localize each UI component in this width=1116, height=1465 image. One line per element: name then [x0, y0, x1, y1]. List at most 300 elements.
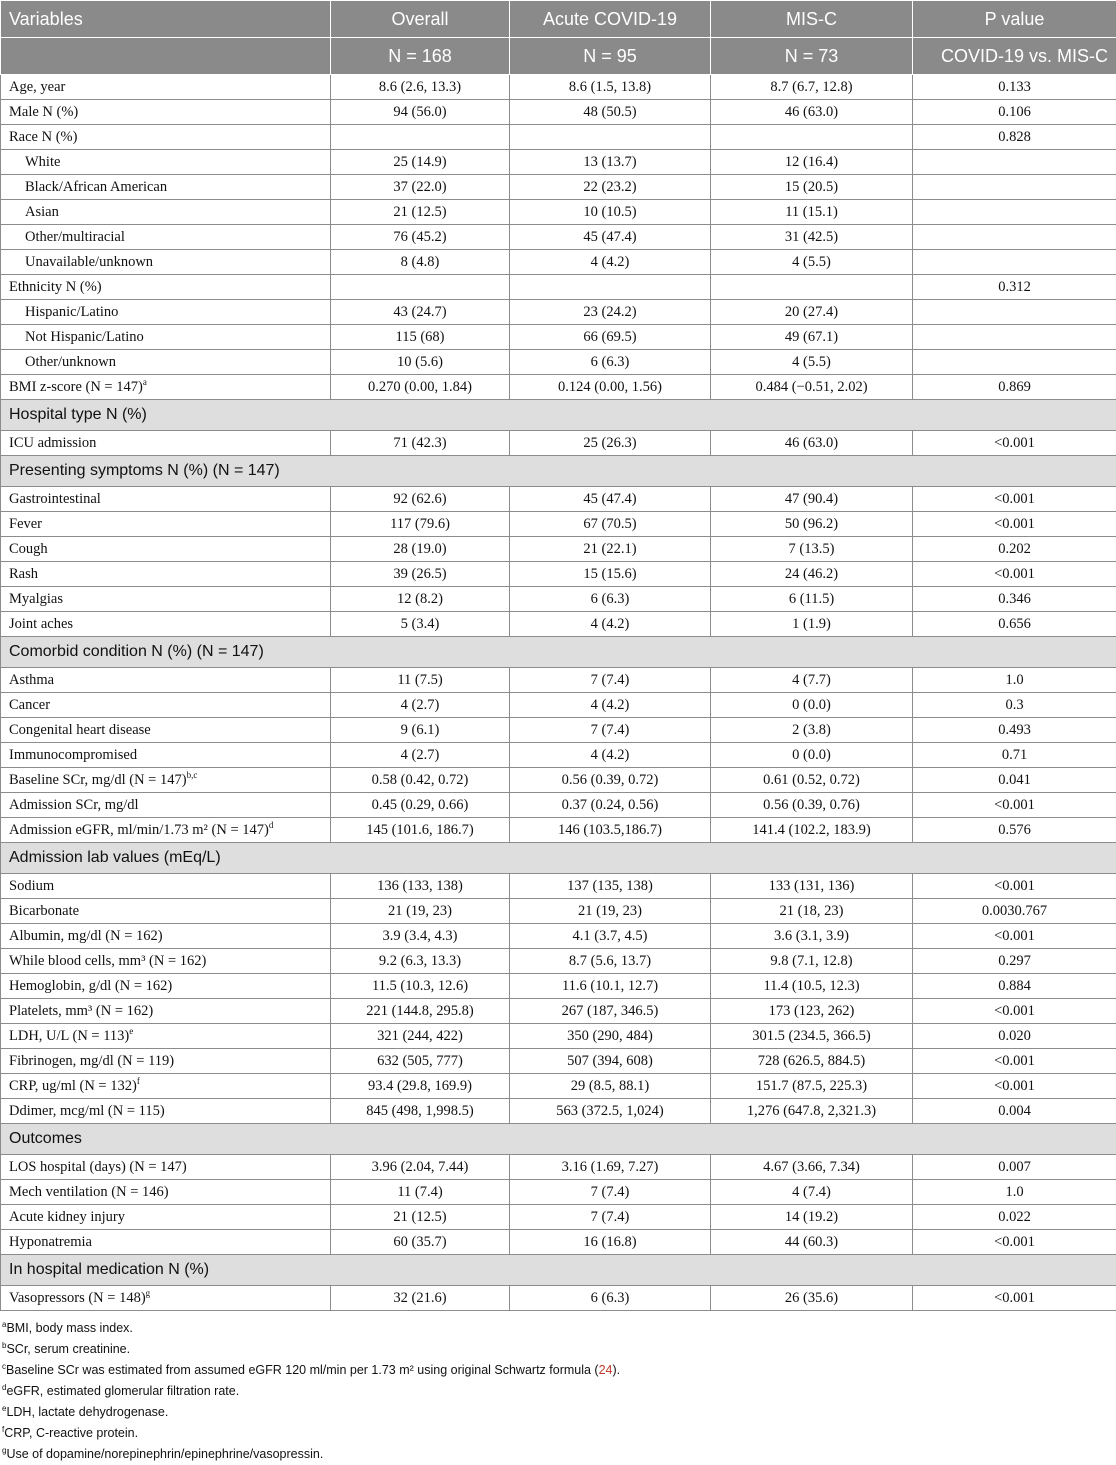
table-row [1, 612, 1116, 637]
cell-overall: 632 (505, 777) [331, 1049, 510, 1074]
cell-overall: 32 (21.6) [331, 1286, 510, 1311]
row-label-text: Myalgias [9, 591, 63, 607]
table-row [1, 75, 1116, 100]
footnote-text: CRP, C-reactive protein. [4, 1426, 138, 1440]
cell-acute-covid: 0.56 (0.39, 0.72) [510, 768, 711, 793]
cell-p-value: 0.106 [913, 100, 1116, 125]
cell-misc: 11.4 (10.5, 12.3) [711, 974, 913, 999]
header-row-sizes [1, 38, 1116, 75]
row-label [1, 693, 331, 718]
section-title: In hospital medication N (%) [1, 1255, 1116, 1286]
row-label [1, 899, 331, 924]
cell-p-value [913, 325, 1116, 350]
cell-overall: 12 (8.2) [331, 587, 510, 612]
cell-p-value: <0.001 [913, 924, 1116, 949]
cell-p-value: 0.869 [913, 375, 1116, 400]
row-label [1, 1155, 331, 1180]
row-label-text: Ethnicity N (%) [9, 279, 102, 295]
cell-overall: 21 (19, 23) [331, 899, 510, 924]
cell-acute-covid: 3.16 (1.69, 7.27) [510, 1155, 711, 1180]
table-row [1, 200, 1116, 225]
cell-misc: 301.5 (234.5, 366.5) [711, 1024, 913, 1049]
row-label-text: Race N (%) [9, 129, 77, 145]
footnote-text: Use of dopamine/norepinephrin/epinephrine/vasopressin. [6, 1447, 323, 1461]
row-label [1, 150, 331, 175]
cell-p-value: 0.202 [913, 537, 1116, 562]
table-row [1, 974, 1116, 999]
row-label [1, 874, 331, 899]
row-label [1, 974, 331, 999]
cell-p-value: 0.3 [913, 693, 1116, 718]
cell-p-value: <0.001 [913, 487, 1116, 512]
row-label [1, 612, 331, 637]
cell-p-value: 0.493 [913, 718, 1116, 743]
cell-overall: 221 (144.8, 295.8) [331, 999, 510, 1024]
cell-p-value: 0.576 [913, 818, 1116, 843]
table-row [1, 562, 1116, 587]
footnote-marker: b,c [187, 770, 198, 780]
cell-acute-covid: 350 (290, 484) [510, 1024, 711, 1049]
footnote-text: BMI, body mass index. [6, 1321, 132, 1335]
cell-p-value: <0.001 [913, 512, 1116, 537]
section-row [1, 1255, 1116, 1286]
cell-p-value: <0.001 [913, 1230, 1116, 1255]
table-row [1, 818, 1116, 843]
footnote-text: eGFR, estimated glomerular filtration rate. [6, 1384, 239, 1398]
row-label [1, 250, 331, 275]
table-row [1, 718, 1116, 743]
cell-acute-covid: 267 (187, 346.5) [510, 999, 711, 1024]
cell-overall: 37 (22.0) [331, 175, 510, 200]
cell-p-value: 0.71 [913, 743, 1116, 768]
table-row [1, 1155, 1116, 1180]
table-row [1, 999, 1116, 1024]
row-label-text: Unavailable/unknown [25, 254, 153, 270]
cell-acute-covid: 507 (394, 608) [510, 1049, 711, 1074]
cell-p-value [913, 225, 1116, 250]
row-label-text: Hemoglobin, g/dl (N = 162) [9, 978, 172, 994]
cell-misc: 26 (35.6) [711, 1286, 913, 1311]
cell-overall: 93.4 (29.8, 169.9) [331, 1074, 510, 1099]
cell-p-value: 0.884 [913, 974, 1116, 999]
cell-misc: 2 (3.8) [711, 718, 913, 743]
cell-overall: 8 (4.8) [331, 250, 510, 275]
cell-misc: 0 (0.0) [711, 743, 913, 768]
row-label-text: LDH, U/L (N = 113) [9, 1028, 129, 1044]
reference-link[interactable]: 24 [599, 1363, 613, 1377]
row-label-text: Fibrinogen, mg/dl (N = 119) [9, 1053, 174, 1069]
footnote-text: LDH, lactate dehydrogenase. [6, 1405, 168, 1419]
cell-overall: 0.270 (0.00, 1.84) [331, 375, 510, 400]
cell-overall: 10 (5.6) [331, 350, 510, 375]
cell-overall: 4 (2.7) [331, 693, 510, 718]
section-title: Outcomes [1, 1124, 1116, 1155]
cell-misc: 20 (27.4) [711, 300, 913, 325]
cell-misc: 9.8 (7.1, 12.8) [711, 949, 913, 974]
cell-overall: 28 (19.0) [331, 537, 510, 562]
row-label-text: ICU admission [9, 435, 96, 451]
footnote [0, 1423, 1116, 1444]
row-label [1, 512, 331, 537]
cell-overall: 43 (24.7) [331, 300, 510, 325]
cell-overall: 845 (498, 1,998.5) [331, 1099, 510, 1124]
row-label [1, 743, 331, 768]
cell-overall: 4 (2.7) [331, 743, 510, 768]
section-title: Hospital type N (%) [1, 400, 1116, 431]
table-row [1, 949, 1116, 974]
row-label-text: Vasopressors (N = 148) [9, 1290, 146, 1306]
row-label [1, 537, 331, 562]
cell-p-value: 0.133 [913, 75, 1116, 100]
table-row [1, 899, 1116, 924]
cell-acute-covid: 8.6 (1.5, 13.8) [510, 75, 711, 100]
cell-misc: 21 (18, 23) [711, 899, 913, 924]
cell-overall: 145 (101.6, 186.7) [331, 818, 510, 843]
footnote-mark: a [2, 1320, 6, 1329]
cell-misc: 4 (7.4) [711, 1180, 913, 1205]
table-row [1, 1286, 1116, 1311]
row-label-text: Rash [9, 566, 38, 582]
table-row [1, 693, 1116, 718]
cell-p-value: <0.001 [913, 999, 1116, 1024]
cell-acute-covid: 137 (135, 138) [510, 874, 711, 899]
row-label [1, 1205, 331, 1230]
row-label-text: Admission SCr, mg/dl [9, 797, 139, 813]
cell-acute-covid: 7 (7.4) [510, 668, 711, 693]
row-label [1, 1180, 331, 1205]
footnote [0, 1381, 1116, 1402]
table-row [1, 1049, 1116, 1074]
cell-acute-covid: 4.1 (3.7, 4.5) [510, 924, 711, 949]
section-row [1, 400, 1116, 431]
row-label-text: Baseline SCr, mg/dl (N = 147) [9, 772, 187, 788]
cell-p-value [913, 175, 1116, 200]
table-row [1, 1205, 1116, 1230]
cell-overall: 11 (7.5) [331, 668, 510, 693]
cell-acute-covid: 6 (6.3) [510, 1286, 711, 1311]
table-row [1, 300, 1116, 325]
header-acute-covid: Acute COVID-19 [510, 1, 711, 38]
cell-overall: 9 (6.1) [331, 718, 510, 743]
cell-misc: 7 (13.5) [711, 537, 913, 562]
cell-acute-covid: 146 (103.5,186.7) [510, 818, 711, 843]
section-row [1, 456, 1116, 487]
cell-acute-covid: 67 (70.5) [510, 512, 711, 537]
cell-misc: 1,276 (647.8, 2,321.3) [711, 1099, 913, 1124]
cell-misc: 50 (96.2) [711, 512, 913, 537]
row-label-text: Mech ventilation (N = 146) [9, 1184, 169, 1200]
row-label [1, 1024, 331, 1049]
table-row [1, 668, 1116, 693]
row-label [1, 175, 331, 200]
header-row-names [1, 1, 1116, 38]
row-label-text: Joint aches [9, 616, 73, 632]
cell-overall: 94 (56.0) [331, 100, 510, 125]
cell-misc: 4 (7.7) [711, 668, 913, 693]
row-label-text: Cough [9, 541, 48, 557]
cell-p-value: 0.828 [913, 125, 1116, 150]
cell-p-value: <0.001 [913, 1286, 1116, 1311]
footnote-marker: d [269, 820, 274, 830]
cell-p-value [913, 150, 1116, 175]
row-label-text: Hyponatremia [9, 1234, 92, 1250]
cell-p-value: 0.007 [913, 1155, 1116, 1180]
footnote [0, 1402, 1116, 1423]
header-misc-n: N = 73 [711, 38, 913, 75]
row-label [1, 125, 331, 150]
cell-p-value: 0.0030.767 [913, 899, 1116, 924]
row-label [1, 668, 331, 693]
cell-p-value: 0.312 [913, 275, 1116, 300]
footnote-marker: g [146, 1288, 151, 1298]
cell-overall: 3.96 (2.04, 7.44) [331, 1155, 510, 1180]
table-row [1, 587, 1116, 612]
cell-acute-covid: 45 (47.4) [510, 225, 711, 250]
row-label [1, 587, 331, 612]
cell-misc: 44 (60.3) [711, 1230, 913, 1255]
cell-misc: 47 (90.4) [711, 487, 913, 512]
footnote-marker: a [143, 377, 147, 387]
cell-overall: 60 (35.7) [331, 1230, 510, 1255]
cell-overall: 39 (26.5) [331, 562, 510, 587]
row-label [1, 818, 331, 843]
cell-p-value: 1.0 [913, 1180, 1116, 1205]
row-label [1, 999, 331, 1024]
cell-p-value: 0.346 [913, 587, 1116, 612]
cell-p-value: <0.001 [913, 874, 1116, 899]
header-overall-n: N = 168 [331, 38, 510, 75]
cell-overall: 8.6 (2.6, 13.3) [331, 75, 510, 100]
cell-misc: 15 (20.5) [711, 175, 913, 200]
cell-acute-covid: 4 (4.2) [510, 612, 711, 637]
footnote [0, 1339, 1116, 1360]
row-label-text: Immunocompromised [9, 747, 137, 763]
row-label [1, 924, 331, 949]
footnote [0, 1318, 1116, 1339]
header-overall: Overall [331, 1, 510, 38]
footnote [0, 1444, 1116, 1465]
footnote-text-end: ). [613, 1363, 621, 1377]
cell-acute-covid: 7 (7.4) [510, 1180, 711, 1205]
row-label [1, 1049, 331, 1074]
header-p-value-comparison: COVID-19 vs. MIS-C [913, 38, 1116, 75]
cell-acute-covid: 0.37 (0.24, 0.56) [510, 793, 711, 818]
row-label-text: Age, year [9, 79, 65, 95]
cell-p-value: 0.004 [913, 1099, 1116, 1124]
cell-misc: 0 (0.0) [711, 693, 913, 718]
cell-p-value: 0.297 [913, 949, 1116, 974]
row-label [1, 350, 331, 375]
cell-acute-covid [510, 125, 711, 150]
cell-overall: 321 (244, 422) [331, 1024, 510, 1049]
cell-acute-covid: 66 (69.5) [510, 325, 711, 350]
table-row [1, 487, 1116, 512]
cell-overall [331, 125, 510, 150]
cell-p-value [913, 200, 1116, 225]
section-title: Presenting symptoms N (%) (N = 147) [1, 456, 1116, 487]
table-row [1, 1230, 1116, 1255]
cell-overall: 0.58 (0.42, 0.72) [331, 768, 510, 793]
cell-acute-covid: 15 (15.6) [510, 562, 711, 587]
cell-misc: 3.6 (3.1, 3.9) [711, 924, 913, 949]
cell-p-value: <0.001 [913, 1049, 1116, 1074]
row-label [1, 225, 331, 250]
cell-p-value: <0.001 [913, 431, 1116, 456]
cell-overall: 5 (3.4) [331, 612, 510, 637]
cell-p-value: <0.001 [913, 793, 1116, 818]
row-label [1, 949, 331, 974]
row-label [1, 200, 331, 225]
cell-misc: 0.484 (−0.51, 2.02) [711, 375, 913, 400]
cell-misc: 6 (11.5) [711, 587, 913, 612]
cell-overall: 11.5 (10.3, 12.6) [331, 974, 510, 999]
row-label [1, 75, 331, 100]
cell-misc: 4 (5.5) [711, 350, 913, 375]
footnotes [0, 1318, 1116, 1465]
cell-acute-covid: 0.124 (0.00, 1.56) [510, 375, 711, 400]
row-label-text: Other/multiracial [25, 229, 125, 245]
cell-misc: 8.7 (6.7, 12.8) [711, 75, 913, 100]
row-label [1, 100, 331, 125]
footnote-text: SCr, serum creatinine. [6, 1342, 130, 1356]
row-label-text: Acute kidney injury [9, 1209, 125, 1225]
header-p-value: P value [913, 1, 1116, 38]
cell-acute-covid: 21 (19, 23) [510, 899, 711, 924]
cell-misc: 11 (15.1) [711, 200, 913, 225]
table-row [1, 125, 1116, 150]
table-body [1, 1, 1116, 1311]
section-row [1, 843, 1116, 874]
row-label-text: Congenital heart disease [9, 722, 151, 738]
cell-acute-covid: 29 (8.5, 88.1) [510, 1074, 711, 1099]
cell-misc: 1 (1.9) [711, 612, 913, 637]
cell-misc: 31 (42.5) [711, 225, 913, 250]
row-label [1, 562, 331, 587]
table-row [1, 325, 1116, 350]
cell-misc: 4 (5.5) [711, 250, 913, 275]
row-label [1, 1286, 331, 1311]
row-label [1, 375, 331, 400]
cell-acute-covid: 6 (6.3) [510, 587, 711, 612]
row-label [1, 793, 331, 818]
section-title: Admission lab values (mEq/L) [1, 843, 1116, 874]
cell-overall [331, 275, 510, 300]
cell-acute-covid: 13 (13.7) [510, 150, 711, 175]
table-row [1, 537, 1116, 562]
table-row [1, 743, 1116, 768]
table-row [1, 1024, 1116, 1049]
cell-p-value [913, 300, 1116, 325]
row-label [1, 275, 331, 300]
cell-acute-covid: 7 (7.4) [510, 718, 711, 743]
cell-misc: 46 (63.0) [711, 100, 913, 125]
row-label-text: Black/African American [25, 179, 167, 195]
cell-overall: 92 (62.6) [331, 487, 510, 512]
cell-overall: 76 (45.2) [331, 225, 510, 250]
cell-misc: 46 (63.0) [711, 431, 913, 456]
cell-acute-covid: 11.6 (10.1, 12.7) [510, 974, 711, 999]
row-label-text: Bicarbonate [9, 903, 79, 919]
table-row [1, 150, 1116, 175]
cell-misc: 4.67 (3.66, 7.34) [711, 1155, 913, 1180]
cell-overall: 71 (42.3) [331, 431, 510, 456]
row-label [1, 768, 331, 793]
cell-overall: 3.9 (3.4, 4.3) [331, 924, 510, 949]
row-label-text: Fever [9, 516, 42, 532]
cell-p-value: 0.022 [913, 1205, 1116, 1230]
table-row [1, 350, 1116, 375]
cell-acute-covid: 16 (16.8) [510, 1230, 711, 1255]
cell-misc: 14 (19.2) [711, 1205, 913, 1230]
header-blank [1, 38, 331, 75]
header-variables: Variables [1, 1, 331, 38]
row-label-text: Hispanic/Latino [25, 304, 118, 320]
row-label-text: CRP, ug/ml (N = 132) [9, 1078, 137, 1094]
row-label [1, 431, 331, 456]
row-label-text: Sodium [9, 878, 54, 894]
cell-misc [711, 125, 913, 150]
cell-acute-covid: 45 (47.4) [510, 487, 711, 512]
cell-overall: 117 (79.6) [331, 512, 510, 537]
footnote-mark: b [2, 1341, 6, 1350]
footnote-mark: d [2, 1383, 6, 1392]
cell-p-value [913, 350, 1116, 375]
cell-p-value [913, 250, 1116, 275]
footnote-mark: f [2, 1425, 4, 1434]
table-row [1, 431, 1116, 456]
cell-misc: 173 (123, 262) [711, 999, 913, 1024]
cell-p-value: <0.001 [913, 1074, 1116, 1099]
table-row [1, 924, 1116, 949]
cell-acute-covid: 8.7 (5.6, 13.7) [510, 949, 711, 974]
cell-overall: 21 (12.5) [331, 200, 510, 225]
row-label [1, 718, 331, 743]
row-label [1, 300, 331, 325]
cell-p-value: 0.041 [913, 768, 1116, 793]
cell-misc: 49 (67.1) [711, 325, 913, 350]
cell-misc: 141.4 (102.2, 183.9) [711, 818, 913, 843]
row-label-text: White [25, 154, 60, 170]
row-label [1, 1230, 331, 1255]
row-label-text: Gastrointestinal [9, 491, 101, 507]
row-label-text: Ddimer, mcg/ml (N = 115) [9, 1103, 165, 1119]
cell-overall: 136 (133, 138) [331, 874, 510, 899]
cell-acute-covid: 7 (7.4) [510, 1205, 711, 1230]
row-label-text: Asian [25, 204, 59, 220]
table-row [1, 1099, 1116, 1124]
cell-acute-covid: 21 (22.1) [510, 537, 711, 562]
cell-p-value: 1.0 [913, 668, 1116, 693]
cell-p-value: 0.020 [913, 1024, 1116, 1049]
table-row [1, 225, 1116, 250]
header-acute-covid-n: N = 95 [510, 38, 711, 75]
cell-misc: 0.61 (0.52, 0.72) [711, 768, 913, 793]
row-label-text: Cancer [9, 697, 50, 713]
cell-acute-covid: 4 (4.2) [510, 250, 711, 275]
cell-p-value: 0.656 [913, 612, 1116, 637]
cell-misc: 133 (131, 136) [711, 874, 913, 899]
cell-misc: 12 (16.4) [711, 150, 913, 175]
row-label [1, 1099, 331, 1124]
header-misc: MIS-C [711, 1, 913, 38]
footnote [0, 1360, 1116, 1381]
table-row [1, 100, 1116, 125]
cell-overall: 9.2 (6.3, 13.3) [331, 949, 510, 974]
cell-overall: 21 (12.5) [331, 1205, 510, 1230]
table-row [1, 375, 1116, 400]
cell-misc: 24 (46.2) [711, 562, 913, 587]
cell-p-value: <0.001 [913, 562, 1116, 587]
